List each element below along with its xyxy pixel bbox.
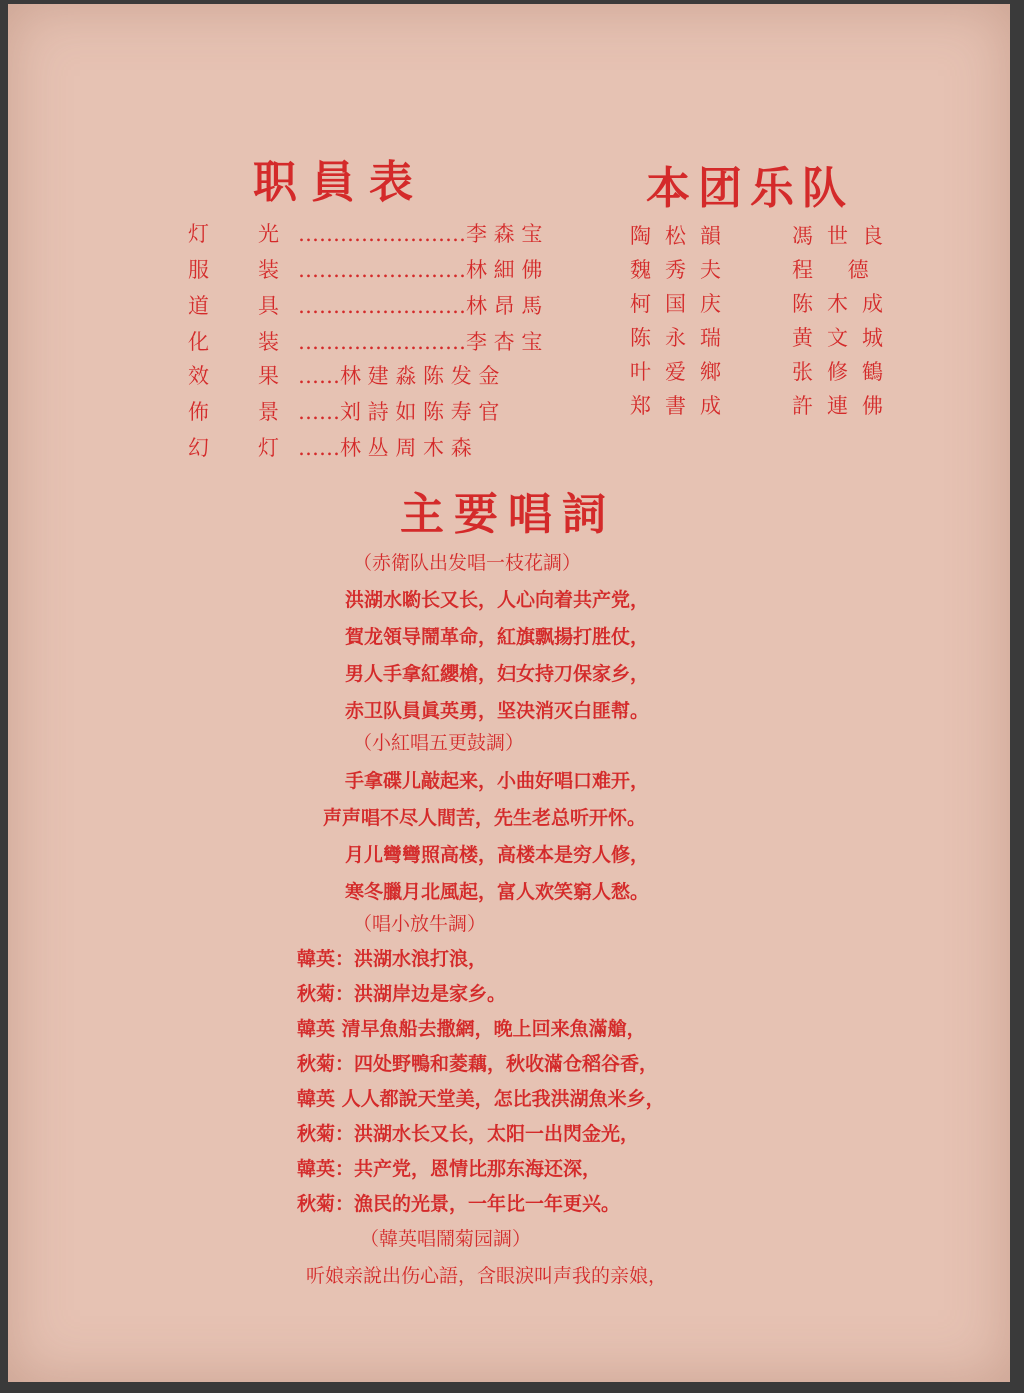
lyric-line: 秋菊：洪湖水长又长，太阳一出閃金光，	[297, 1123, 640, 1145]
staff-names: ……………………林 細 佛	[298, 258, 543, 282]
dept-char: 具	[258, 294, 279, 318]
lyric-line: 声声唱不尽人間苦，先生老总听开怀。	[323, 807, 647, 829]
staff-names: ……………………林 昂 馬	[298, 294, 543, 318]
band-member: 程 德	[792, 258, 883, 282]
band-title: 本团乐队	[646, 163, 854, 214]
lyric-heading: （唱小放牛調）	[353, 913, 487, 935]
lyric-heading: （韓英唱鬧菊园調）	[360, 1228, 532, 1250]
lyric-heading: （小紅唱五更鼓調）	[353, 732, 525, 754]
dept-char: 幻	[188, 436, 209, 460]
staff-names: ……………………李 森 宝	[298, 222, 543, 246]
lyrics-title: 主要唱詞	[400, 489, 616, 540]
dept-char: 景	[258, 400, 279, 424]
lyric-line: 秋菊：漁民的光景，一年比一年更兴。	[297, 1193, 621, 1215]
dept-char: 化	[188, 330, 209, 354]
dept-char: 道	[188, 294, 209, 318]
dept-char: 装	[258, 258, 279, 282]
dept-char: 光	[258, 222, 279, 246]
staff-names: ……林 建 淼 陈 发 金	[298, 364, 500, 388]
lyric-line: 韓英 人人都說天堂美，怎比我洪湖魚米乡，	[297, 1088, 665, 1110]
dept-char: 服	[188, 258, 209, 282]
lyric-line: 賀龙領导鬧革命，紅旗飘揚打胜仗，	[345, 626, 650, 648]
lyric-line: 赤卫队員眞英勇，坚决消灭白匪幇。	[345, 700, 650, 722]
program-page	[8, 4, 1010, 1382]
band-member: 张修鶴	[792, 360, 897, 384]
lyric-line: 月儿彎彎照高楼，高楼本是穷人修，	[345, 844, 650, 866]
staff-names: ……………………李 杏 宝	[298, 330, 543, 354]
dept-char: 装	[258, 330, 279, 354]
band-member: 魏秀夫	[630, 258, 735, 282]
lyric-line: 寒冬臘月北風起，富人欢笑窮人愁。	[345, 881, 650, 903]
lyric-line: 秋菊：洪湖岸边是家乡。	[297, 983, 507, 1005]
lyric-line: 秋菊：四处野鴨和菱藕，秋收滿仓稻谷香，	[297, 1053, 659, 1075]
lyric-line: 手拿碟儿敲起来，小曲好唱口难开，	[345, 770, 650, 792]
lyric-heading: （赤衛队出发唱一枝花調）	[353, 552, 582, 574]
lyric-line: 韓英：洪湖水浪打浪，	[297, 948, 488, 970]
band-member: 黄文城	[792, 326, 897, 350]
dept-char: 果	[258, 364, 279, 388]
lyric-line: 听娘亲說出伤心語，含眼淚叫声我的亲娘，	[306, 1265, 668, 1287]
band-member: 叶爱鄉	[630, 360, 735, 384]
staff-names: ……刘 詩 如 陈 寿 官	[298, 400, 500, 424]
band-member: 柯国庆	[630, 292, 735, 316]
dept-char: 灯	[188, 222, 209, 246]
lyric-line: 韓英 清早魚船去撒網，晚上回来魚滿艙，	[297, 1018, 646, 1040]
dept-char: 佈	[188, 400, 209, 424]
band-member: 陈木成	[792, 292, 897, 316]
lyric-line: 洪湖水喲长又长，人心向着共产党，	[345, 589, 650, 611]
dept-char: 效	[188, 364, 209, 388]
band-member: 馮世良	[792, 224, 897, 248]
band-member: 郑書成	[630, 394, 735, 418]
lyric-line: 男人手拿紅纓槍，妇女持刀保家乡，	[345, 663, 650, 685]
band-member: 許連佛	[792, 394, 897, 418]
band-member: 陈永瑞	[630, 326, 735, 350]
staff-title: 职員表	[253, 157, 427, 208]
staff-names: ……林 丛 周 木 森	[298, 436, 472, 460]
band-member: 陶松韻	[630, 224, 735, 248]
dept-char: 灯	[258, 436, 279, 460]
lyric-line: 韓英：共产党，恩情比那东海还深，	[297, 1158, 602, 1180]
